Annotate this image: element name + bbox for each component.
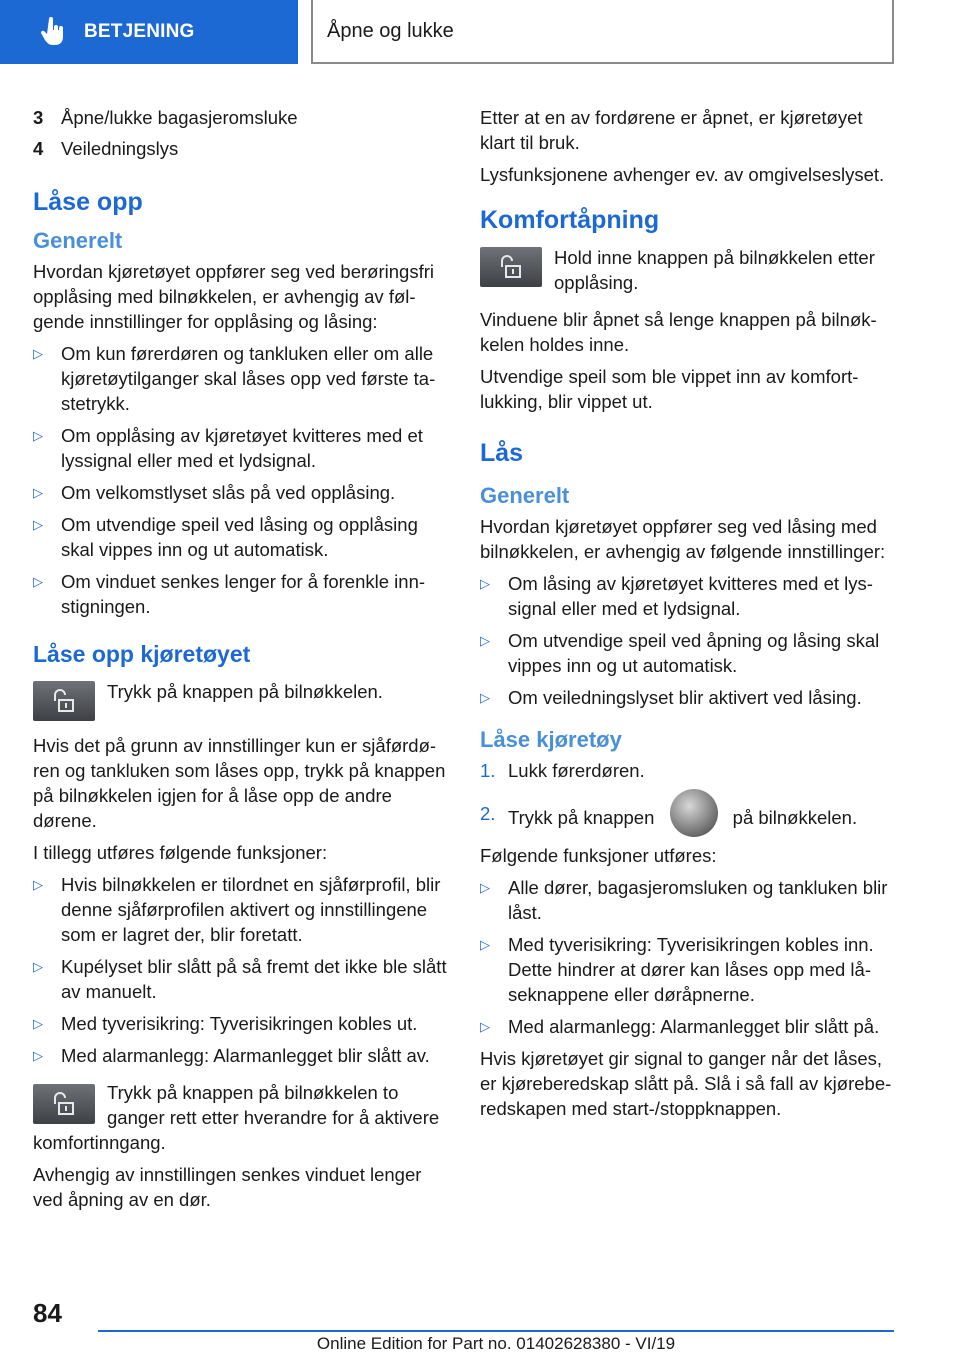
paragraph: Avhengig av innstillingen senkes vinduet lenger ved åpning av en dør.: [33, 1164, 422, 1210]
bullet-item: ▷ Om utvendige speil ved låsing og opplåsing skal vippes inn og ut automatisk.: [33, 514, 418, 560]
bullet-item: ▷ Om opplåsing av kjøretøyet kvitteres med et lyssignal eller med et lydsignal.: [33, 425, 423, 471]
paragraph: I tillegg utføres følgende funksjoner:: [33, 842, 328, 863]
chapter-title: Åpne og lukke: [327, 19, 454, 42]
key-instruction: [480, 245, 900, 295]
triangle-bullet-icon: ▷: [33, 517, 43, 532]
triangle-bullet-icon: ▷: [480, 633, 490, 648]
bullet-item: ▷ Om låsing av kjøretøyet kvitteres med et lyssignal eller med et lydsignal.: [480, 573, 873, 619]
triangle-bullet-icon: ▷: [33, 959, 43, 974]
section-title: BETJENING: [84, 21, 195, 42]
bullet-item: ▷ Om veiledningslyset blir aktivert ved låsing.: [480, 687, 862, 708]
item-text: Åpne/lukke bagasjeromsluke: [61, 107, 298, 128]
triangle-bullet-icon: ▷: [33, 1048, 43, 1063]
bullet-item: ▷ Om kun førerdøren og tankluken eller om alle kjøretøytilganger skal låses opp ved første tastetrykk.: [33, 343, 436, 414]
heading-lock-vehicle: Låse kjøretøy: [480, 727, 622, 752]
bullet-item: ▷ Om utvendige speil ved åpning og låsing skal vippes inn og ut automatisk.: [480, 630, 880, 676]
key-text: Trykk på knappen på bilnøkkelen.: [107, 681, 383, 702]
bullet-item: ▷ Om velkomstlyset slås på ved opplåsing.: [33, 482, 396, 503]
bmw-lock-button-icon: [670, 789, 718, 837]
heading-unlock-vehicle: Låse opp kjøretøyet: [33, 641, 251, 667]
key-text: Trykk på knappen på bilnøkkelen to ganger rett etter hverandre for å aktivere komfortinngang.: [33, 1082, 440, 1153]
triangle-bullet-icon: ▷: [33, 346, 43, 361]
heading-unlock: Låse opp: [33, 188, 143, 216]
paragraph: Etter at en av fordørene er åpnet, er kjøretøyet klart til bruk.: [480, 107, 863, 153]
item-text: Veiledningslys: [61, 138, 179, 159]
key-instruction: [33, 1080, 450, 1155]
triangle-bullet-icon: ▷: [480, 576, 490, 591]
step-text: Trykk på knappen: [508, 806, 655, 828]
item-number: 3: [33, 107, 44, 128]
list-item: [33, 136, 450, 161]
step-number: 1.: [480, 760, 496, 781]
step-number: 2.: [480, 803, 496, 824]
key-text: Hold inne knappen på bilnøkkelen etter opplåsing.: [554, 247, 875, 293]
triangle-bullet-icon: ▷: [33, 1016, 43, 1031]
bullet-item: ▷ Hvis bilnøkkelen er tilordnet en sjåførprofil, blir denne sjåførprofilen aktivert og innstillingene som er lagret der, blir foretatt.: [33, 874, 441, 945]
triangle-bullet-icon: ▷: [33, 574, 43, 589]
unlock-key-icon: [33, 681, 95, 721]
left-column: [33, 105, 450, 1219]
hand-pointer-icon: [40, 17, 66, 47]
paragraph: Følgende funksjoner utføres:: [480, 845, 717, 866]
triangle-bullet-icon: ▷: [480, 1019, 490, 1034]
bullet-item: ▷ Med alarmanlegg: Alarmanlegget blir slått på.: [480, 1016, 880, 1037]
bullet-item: ▷ Med alarmanlegg: Alarmanlegget blir slått av.: [33, 1045, 430, 1066]
paragraph: Lysfunksjonene avhenger ev. av omgivelseslyset.: [480, 164, 885, 185]
unlock-key-icon: [480, 247, 542, 287]
bullet-item: ▷ Med tyverisikring: Tyverisikringen kobles ut.: [33, 1013, 418, 1034]
footer-edition: Online Edition for Part no. 01402628380 - VI/19: [98, 1330, 894, 1354]
paragraph: Hvordan kjøretøyet oppfører seg ved berøringsfri opplåsing med bilnøkkelen, er avhengig av følgende innstillinger for opplåsing og låsing:: [33, 261, 434, 332]
step-item: [480, 758, 900, 783]
triangle-bullet-icon: ▷: [480, 880, 490, 895]
triangle-bullet-icon: ▷: [33, 485, 43, 500]
triangle-bullet-icon: ▷: [33, 428, 43, 443]
heading-general: Generelt: [480, 483, 570, 508]
paragraph: Vinduene blir åpnet så lenge knappen på bilnøkkelen holdes inne.: [480, 309, 877, 355]
chapter-header: [311, 0, 894, 64]
paragraph: Hvis kjøretøyet gir signal to ganger når det låses, er kjøreberedskap slått på. Slå i så fall av kjøreberedskapen med start-/stoppknappen.: [480, 1048, 892, 1119]
step-text: på bilnøkkelen.: [732, 806, 858, 828]
bullet-item: ▷ Om vinduet senkes lenger for å forenkle innstigningen.: [33, 571, 426, 617]
heading-general: Generelt: [33, 228, 123, 253]
bullet-item: ▷ Kupélyset blir slått på så fremt det ikke ble slått av manuelt.: [33, 956, 447, 1002]
item-number: 4: [33, 138, 44, 159]
page-number: 84: [33, 1298, 62, 1328]
list-item: [33, 105, 450, 130]
triangle-bullet-icon: ▷: [480, 690, 490, 705]
right-column: [480, 105, 900, 1128]
section-tab: [0, 0, 298, 64]
step-text: Lukk førerdøren.: [508, 760, 645, 781]
heading-comfort: Komfortåpning: [480, 206, 660, 234]
bullet-item: ▷ Alle dører, bagasjeromsluken og tankluken blir låst.: [480, 877, 888, 923]
paragraph: Utvendige speil som ble vippet inn av komfortlukking, blir vippet ut.: [480, 366, 859, 412]
paragraph: Hvis det på grunn av innstillinger kun er sjåførdøren og tankluken som låses opp, trykk på knappen på bilnøkkelen igjen for å låse opp de andre dørene.: [33, 735, 446, 831]
unlock-key-icon: [33, 1084, 95, 1124]
triangle-bullet-icon: ▷: [33, 877, 43, 892]
bullet-item: ▷ Med tyverisikring: Tyverisikringen kobles inn. Dette hindrer at dører kan låses opp med låseknappene eller døråpnerne.: [480, 934, 874, 1005]
triangle-bullet-icon: ▷: [480, 937, 490, 952]
heading-lock: Lås: [480, 439, 524, 467]
paragraph: Hvordan kjøretøyet oppfører seg ved låsing med bilnøkkelen, er avhengig av følgende innstillinger:: [480, 516, 886, 562]
step-item: [480, 801, 900, 837]
key-instruction: [33, 679, 450, 721]
